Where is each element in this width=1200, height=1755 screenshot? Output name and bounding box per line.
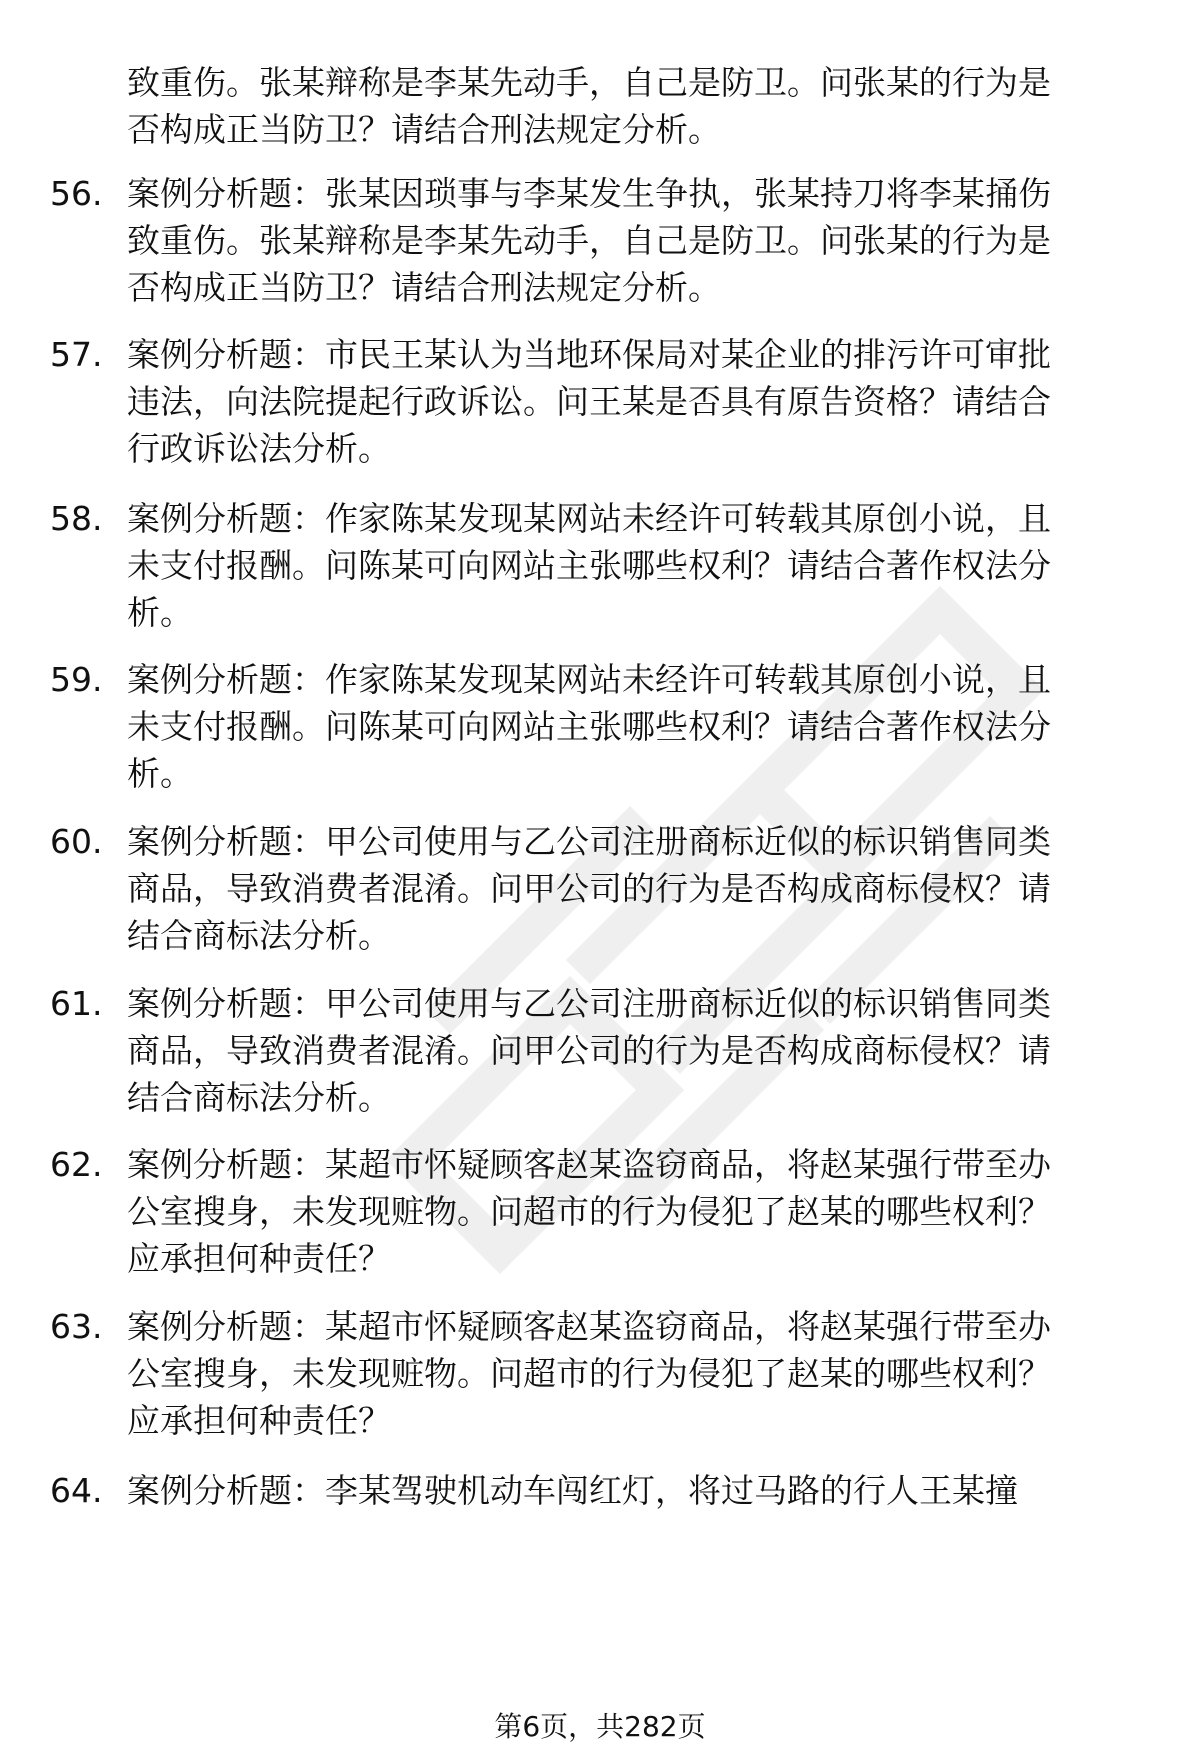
text-line: 案例分析题：市民王某认为当地环保局对某企业的排污许可审批 (127, 335, 1051, 374)
text-line: 案例分析题：李某驾驶机动车闯红灯，将过马路的行人王某撞 (127, 1471, 1018, 1510)
page-indicator: 第6页，共282页 (494, 1710, 706, 1743)
text-line: 未支付报酬。问陈某可向网站主张哪些权利？请结合著作权法分 (127, 546, 1051, 585)
text-line: 否构成正当防卫？请结合刑法规定分析。 (127, 110, 721, 149)
text-line: 公室搜身，未发现赃物。问超市的行为侵犯了赵某的哪些权利？ (127, 1192, 1051, 1231)
text-line: 结合商标法分析。 (127, 916, 391, 955)
text-line: 行政诉讼法分析。 (127, 429, 391, 468)
text-line: 应承担何种责任？ (127, 1239, 391, 1278)
text-line: 公室搜身，未发现赃物。问超市的行为侵犯了赵某的哪些权利？ (127, 1354, 1051, 1393)
text-line: 应承担何种责任？ (127, 1401, 391, 1440)
text-line: 案例分析题：某超市怀疑顾客赵某盗窃商品，将赵某强行带至办 (127, 1307, 1051, 1346)
text-line: 案例分析题：作家陈某发现某网站未经许可转载其原创小说，且 (127, 499, 1051, 538)
text-line: 商品，导致消费者混淆。问甲公司的行为是否构成商标侵权？请 (127, 1031, 1051, 1070)
question-number: 62. (50, 1145, 103, 1184)
question-number: 56. (50, 174, 103, 213)
text-line: 析。 (127, 754, 193, 793)
text-line: 案例分析题：甲公司使用与乙公司注册商标近似的标识销售同类 (127, 822, 1051, 861)
text-line: 未支付报酬。问陈某可向网站主张哪些权利？请结合著作权法分 (127, 707, 1051, 746)
text-line: 结合商标法分析。 (127, 1078, 391, 1117)
text-line: 案例分析题：甲公司使用与乙公司注册商标近似的标识销售同类 (127, 984, 1051, 1023)
question-number: 63. (50, 1307, 103, 1346)
text-line: 析。 (127, 593, 193, 632)
question-number: 61. (50, 984, 103, 1023)
question-number: 64. (50, 1471, 103, 1510)
question-number: 59. (50, 660, 103, 699)
text-line: 否构成正当防卫？请结合刑法规定分析。 (127, 268, 721, 307)
text-line: 致重伤。张某辩称是李某先动手，自己是防卫。问张某的行为是 (127, 221, 1051, 260)
question-number: 57. (50, 335, 103, 374)
text-line: 商品，导致消费者混淆。问甲公司的行为是否构成商标侵权？请 (127, 869, 1051, 908)
text-line: 致重伤。张某辩称是李某先动手，自己是防卫。问张某的行为是 (127, 63, 1051, 102)
text-line: 案例分析题：张某因琐事与李某发生争执，张某持刀将李某捅伤 (127, 174, 1051, 213)
question-number: 58. (50, 499, 103, 538)
text-line: 案例分析题：作家陈某发现某网站未经许可转载其原创小说，且 (127, 660, 1051, 699)
question-number: 60. (50, 822, 103, 861)
text-line: 案例分析题：某超市怀疑顾客赵某盗窃商品，将赵某强行带至办 (127, 1145, 1051, 1184)
text-line: 违法，向法院提起行政诉讼。问王某是否具有原告资格？请结合 (127, 382, 1051, 421)
